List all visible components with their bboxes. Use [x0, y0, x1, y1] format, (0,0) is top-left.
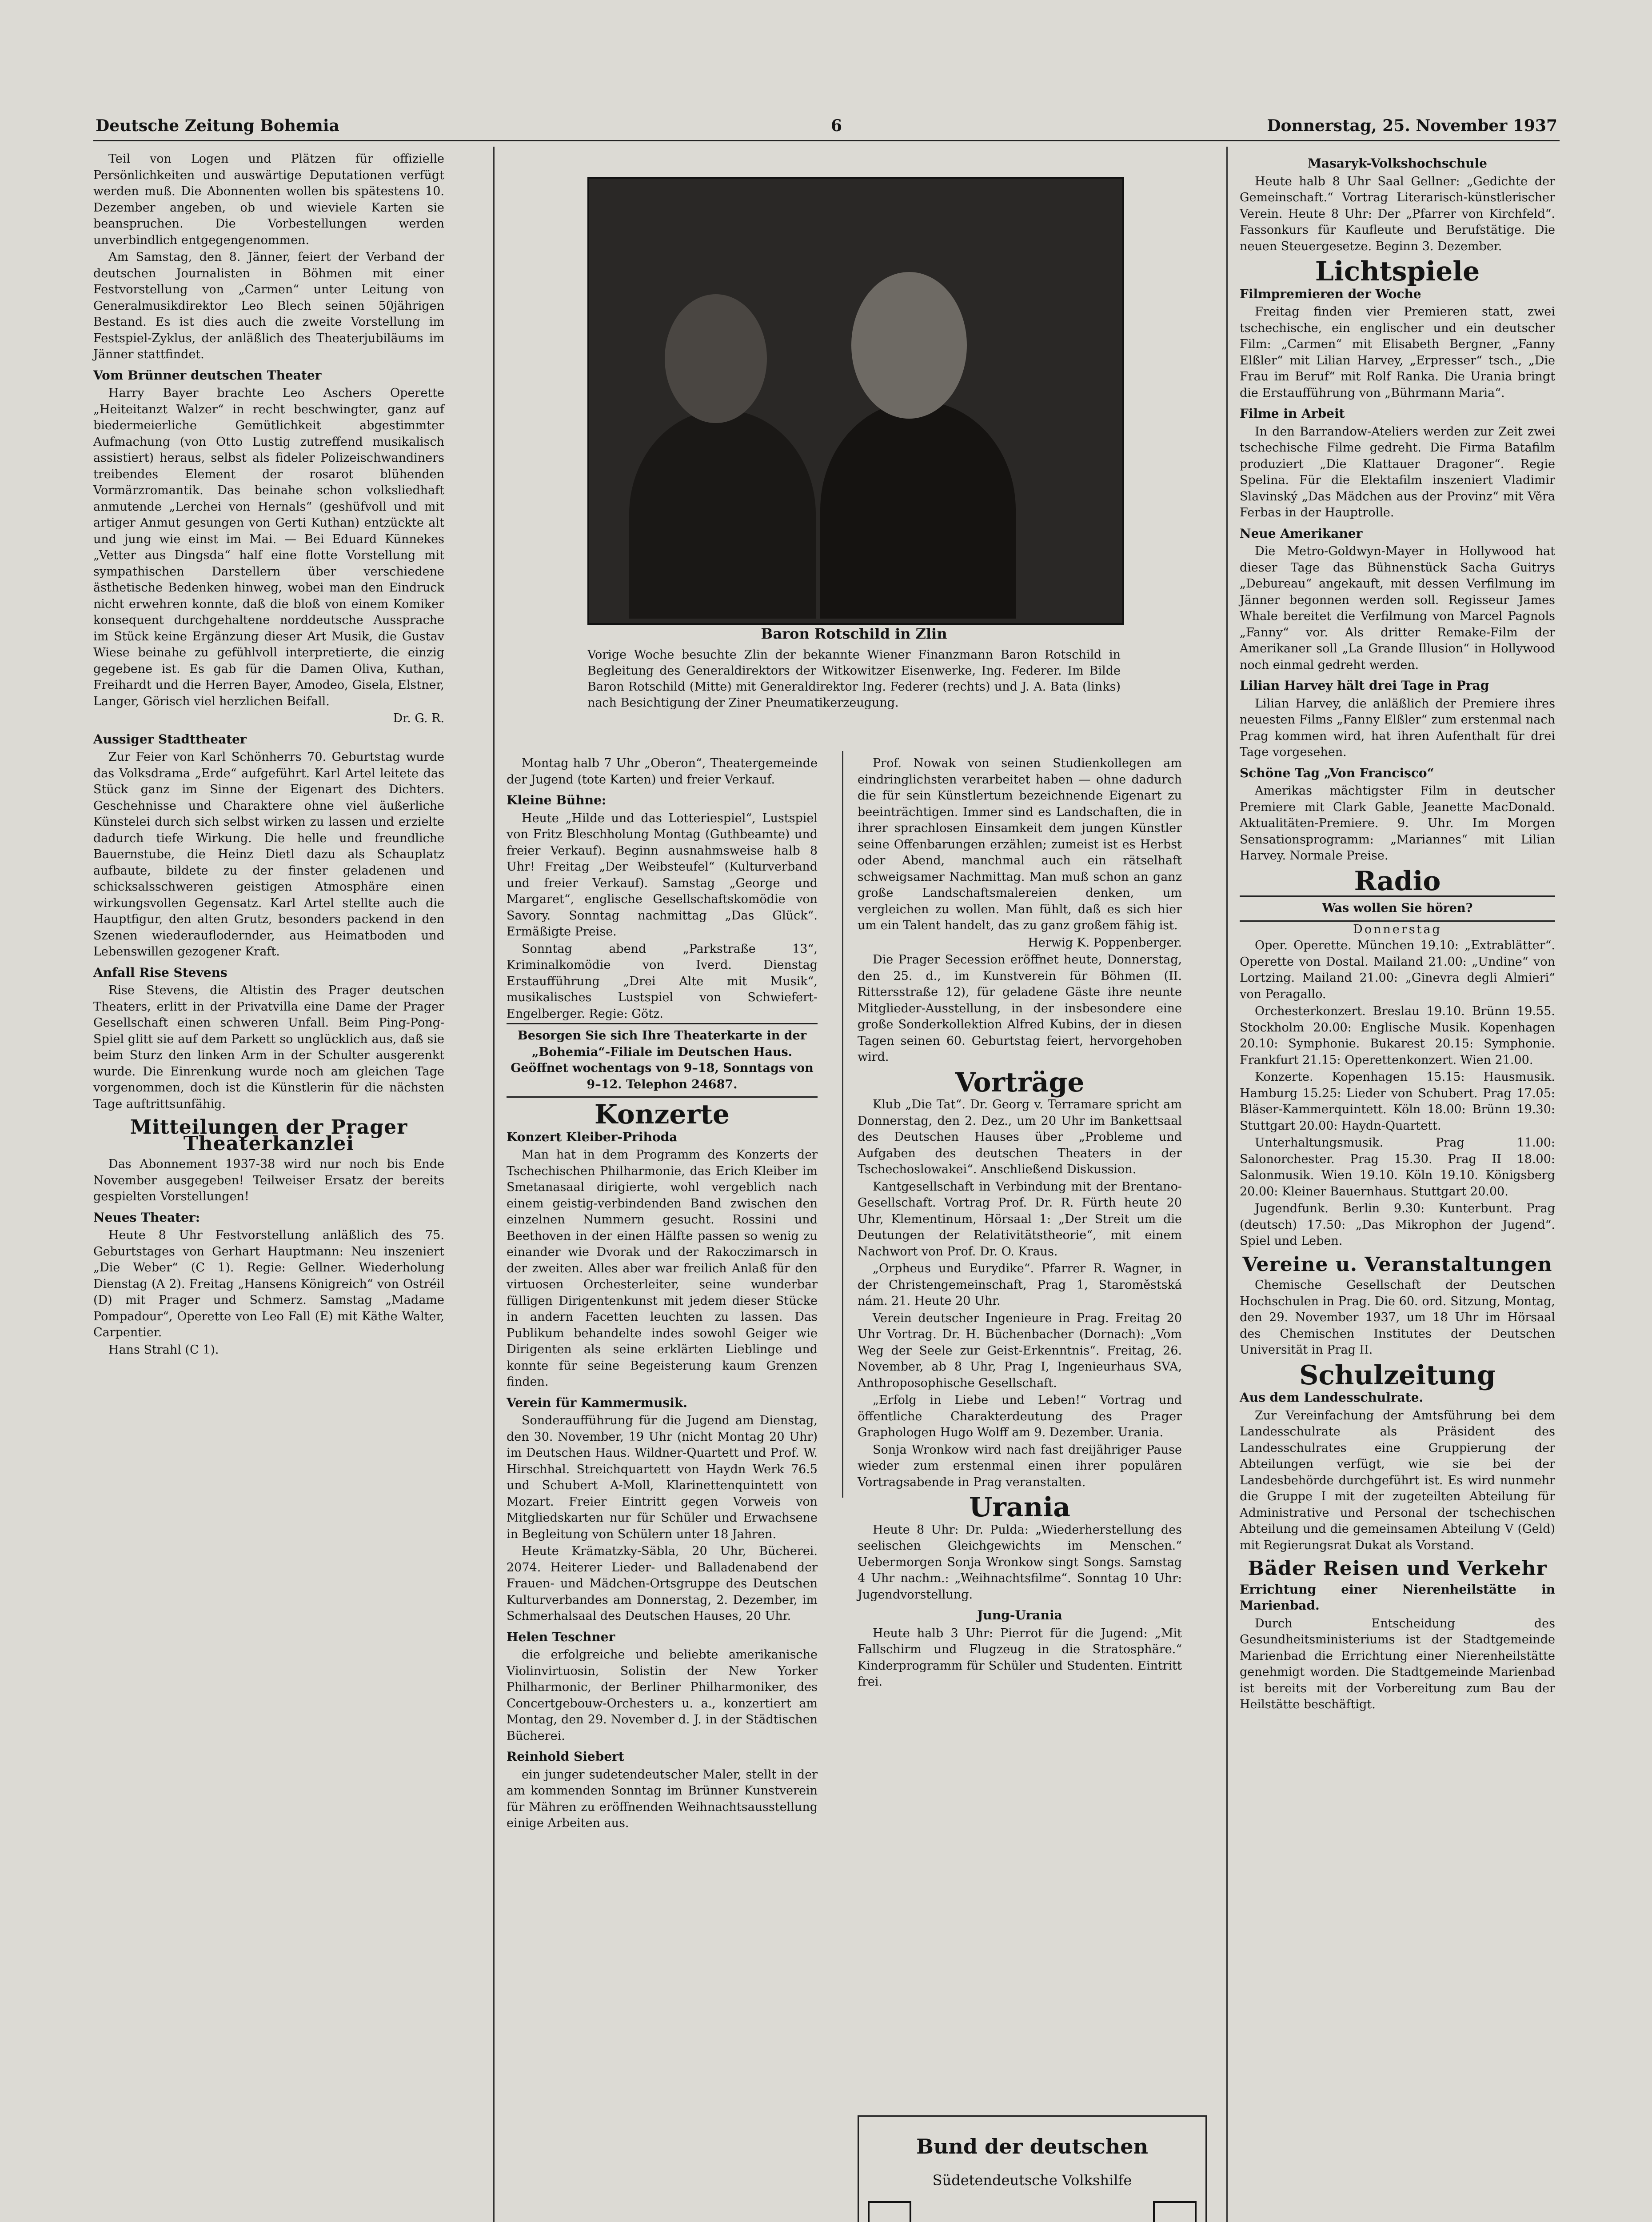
news-photo — [587, 177, 1124, 625]
article-signature: Dr. G. R. — [393, 711, 444, 725]
article-heading: Anfall Rise Stevens — [93, 965, 227, 980]
article-text: Verein deutscher Ingenieure in Prag. Freitag 20 Uhr Vortrag. Dr. H. Büchenbacher (Dornach): „Vom Weg der Seele zur Geist-Erkenntnis“. Freitag, 26. November, ab 8 Uhr, Prag I, Ingenieurhaus SVA, Anthroposophische Gesellschaft. — [858, 1311, 1182, 1390]
article-text: Montag halb 7 Uhr „Oberon“, Theatergemeinde der Jugend (tote Karten) und freier Verkauf. — [507, 756, 818, 787]
article-heading: Konzert Kleiber-Prihoda — [507, 1129, 678, 1144]
section-heading: Vorträge — [955, 1067, 1085, 1098]
article-text: Die Prager Secession eröffnet heute, Donnerstag, den 25. d., im Kunstverein für Böhmen (II. Rittersstraße 12), für geladene Gäste ihre neunte Mitglieder-Ausstellung, in der insbesondere eine große Sonderkollektion Alfred Kubins, der in diesen Tagen seinen 60. Geburtstag feiert, hervorgehoben wird. — [858, 953, 1182, 1064]
article-heading: Aus dem Landesschulrate. — [1240, 1390, 1424, 1405]
page-header — [96, 116, 1557, 138]
article-text: Amerikas mächtigster Film in deutscher Premiere mit Clark Gable, Jeanette MacDonald. Aktualitäten-Premiere. 9. Uhr. Im Morgen Sensationsprogramm: „Mariannes“ mit Lilian Harvey. Normale Preise. — [1240, 784, 1555, 863]
issue-date: Donnerstag, 25. November 1937 — [1267, 116, 1557, 135]
article-text: ein junger sudetendeutscher Maler, stellt in der am kommenden Sonntag im Brünner Kunstverein für Mähren zu eröffnenden Weihnachtsausstellung einige Arbeiten aus. — [507, 1767, 818, 1830]
banner-subtitle: Südetendeutsche Volkshilfe — [932, 2172, 1132, 2189]
radio-box-title: Was wollen Sie hören? — [1240, 895, 1555, 922]
article-heading: Reinhold Siebert — [507, 1749, 624, 1764]
section-heading: Mitteilungen der Prager Theaterkanzlei — [130, 1116, 408, 1155]
article-heading: Aussiger Stadttheater — [93, 731, 247, 747]
article-text: Jugendfunk. Berlin 9.30: Kunterbunt. Prag (deutsch) 17.50: „Das Mikrophon der Jugend“. Spiel und Leben. — [1240, 1202, 1555, 1248]
article-text: Sonja Wronkow wird nach fast dreijähriger Pause wieder zum erstenmal einen ihrer populären Vortragsabende in Prag veranstalten. — [858, 1443, 1182, 1489]
article-heading: Kleine Bühne: — [507, 793, 607, 807]
article-heading: Helen Teschner — [507, 1629, 615, 1644]
masthead: Deutsche Zeitung Bohemia — [96, 116, 339, 135]
article-heading: Filmpremieren der Woche — [1240, 286, 1421, 301]
article-text: Kantgesellschaft in Verbindung mit der Brentano-Gesellschaft. Vortrag Prof. Dr. R. Fürth heute 20 Uhr, Klementinum, Hörsaal 1: „Der Streit um die Deutungen der Relativitätstheorie“, mit einem Nachwort von Prof. Dr. O. Kraus. — [858, 1179, 1182, 1259]
article-text: „Orpheus und Eurydike“. Pfarrer R. Wagner, in der Christengemeinschaft, Prag 1, Staroměstská nám. 21. Heute 20 Uhr. — [858, 1262, 1182, 1308]
article-text: Heute 8 Uhr: Dr. Pulda: „Wiederherstellung des seelischen Gleichgewichts im Menschen.“ Uebermorgen Sonja Wronkow singt Songs. Samstag 4 Uhr nachm.: „Weihnachtsfilme“. Sonntag 10 Uhr: Jugendvorstellung. — [858, 1523, 1182, 1602]
column-divider — [842, 751, 843, 1498]
section-heading: Lichtspiele — [1315, 256, 1480, 287]
article-text: Hans Strahl (C 1). — [108, 1343, 219, 1357]
article-signature: Herwig K. Poppenberger. — [1028, 935, 1182, 950]
article-heading: Schöne Tag „Von Francisco“ — [1240, 765, 1434, 780]
article-text: Orchesterkonzert. Breslau 19.10. Brünn 19.55. Stockholm 20.00: Englische Musik. Kopenhagen 20.10: Symphonie. Bukarest 20.15: Symphonie. Frankfurt 21.15: Operettenkonzert. Wien 21.00. — [1240, 1004, 1555, 1067]
photo-face — [665, 294, 767, 423]
article-text: Freitag finden vier Premieren statt, zwei tschechische, ein englischer und ein deutscher Film: „Carmen“ mit Elisabeth Bergner, „Fanny Elßler“ mit Lilian Harvey, „Erpresser“ tsch., „Die Frau im Beruf“ mit Rolf Ranka. Die Urania bringt die Erstaufführung von „Bührmann Maria“. — [1240, 305, 1555, 400]
article-text: Durch Entscheidung des Gesundheitsministeriums ist der Stadtgemeinde Marienbad die Errichtung einer Nierenheilstätte genehmigt worden. Die Stadtgemeinde Marienbad ist bereits mit der Vorbereitung zum Bau der Heilstätte beschäftigt. — [1240, 1616, 1555, 1711]
article-text: Klub „Die Tat“. Dr. Georg v. Terramare spricht am Donnerstag, den 2. Dez., um 20 Uhr im Bankettsaal des Deutschen Hauses über „Probleme und Aufgaben des deutschen Theaters in der Tschechoslowakei“. Anschließend Diskussion. — [858, 1098, 1182, 1176]
article-heading: Lilian Harvey hält drei Tage in Prag — [1240, 678, 1489, 693]
photo-title: Baron Rotschild in Zlin — [761, 625, 947, 642]
article-text: Unterhaltungsmusik. Prag 11.00: Salonorchester. Prag 15.30. Prag II 18.00: Salonmusik. Wien 19.10. Köln 19.10. Königsberg 20.00: Kleiner Bauernhaus. Stuttgart 20.00. — [1240, 1136, 1555, 1199]
article-text: Das Abonnement 1937-38 wird nur noch bis Ende November ausgegeben! Teilweiser Ersatz der bereits gespielten Vorstellungen! — [93, 1157, 444, 1203]
article-text: Prof. Nowak von seinen Studienkollegen am eindringlichsten verarbeitet haben — ohne dadurch die für sein Künstlertum bezeichnende Eigenart zu beeinträchtigen. Immer sind es Landschaften, die in ihrer sprachlosen Einsamkeit dem jungen Künstler seine Offenbarungen erzählen; zumeist ist es Herbst oder Abend, manchmal auch ein rätselhaft schweigsamer Nachmittag. Man muß schon an ganz große Landschaftsmalereien denken, um vergleichen zu wollen. Man fühlt, daß es sich hier um ein Talent handelt, das zu ganz großem fähig ist. — [858, 756, 1182, 932]
ticket-notice: Besorgen Sie sich Ihre Theaterkarte in der „Bohemia“-Filiale im Deutschen Haus. Geöffnet wochentags von 9–18, Sonntags von 9–12. Telephon 24687. — [507, 1023, 818, 1098]
article-text: die erfolgreiche und beliebte amerikanische Violinvirtuosin, Solistin der New Yorker Philharmonic, der Berliner Philharmoniker, des Concertgebouw-Orchesters u. a., konzertiert am Montag, den 29. November d. J. in der Städtischen Bücherei. — [507, 1648, 818, 1743]
column-3 — [858, 755, 1182, 1689]
article-text: Zur Feier von Karl Schönherrs 70. Geburtstag wurde das Volksdrama „Erde“ aufgeführt. Karl Artel leitete das Stück ganz im Sinne der Eigenart des Dichters. Geschehnisse und Charaktere ohne viel äußerliche Künstelei durch sich selbst wirken zu lassen und erzielte dadurch tiefe Wirkung. Die helle und freundliche Bauernstube, die Heinz Dietl dazu als Schauplatz aufbaute, bildete zu der finster geladenen und schicksalsschweren geistigen Atmosphäre einen wirkungsvollen Gegensatz. Karl Artel stellte auch die Hauptfigur, den alten Grutz, besonders packend in den Szenen wiederauflodernder, aus Heimatboden und Lebenswillen gezogener Kraft. — [93, 750, 444, 959]
photo-caption — [587, 626, 1121, 711]
emblem-icon — [1153, 2201, 1197, 2222]
section-heading: Vereine u. Veranstaltungen — [1242, 1253, 1552, 1276]
article-heading: Neue Amerikaner — [1240, 526, 1363, 541]
article-heading: Errichtung einer Nierenheilstätte in Marienbad. — [1240, 1582, 1555, 1613]
article-heading: Masaryk-Volkshochschule — [1308, 156, 1487, 171]
article-text: Heute halb 8 Uhr Saal Gellner: „Gedichte der Gemeinschaft.“ Vortrag Literarisch-künstlerischer Verein. Heute 8 Uhr: Der „Pfarrer von Kirchfeld“. Fassonkurs für Kaufleute und Berufstätige. Die neuen Steuergesetze. Beginn 3. Dezember. — [1240, 174, 1555, 253]
column-1 — [93, 151, 444, 2222]
article-text: Man hat in dem Programm des Konzerts der Tschechischen Philharmonie, das Erich Kleiber im Smetanasaal dirigierte, wohl vergeblich nach einem geistig-verbindenden Band zwischen den einzelnen Nummern gesucht. Rossini und Beethoven in der einen Hälfte passen so wenig zu einander wie Dvorak und der Rakoczimarsch in der zweiten. Alles aber war freilich Anlaß für den virtuosen Orchesterleiter, seine wunderbar fülligen Dirigentenkunst mit jedem dieser Stücke in andern Facetten leuchten zu lassen. Das Publikum behandelte indes sowohl Geiger wie Dirigenten als seine erklärten Lieblinge und konnte für seine Begeisterung kaum Grenzen finden. — [507, 1148, 818, 1389]
article-heading: Jung-Urania — [977, 1608, 1062, 1623]
page-number: 6 — [831, 116, 842, 135]
article-text: Heute „Hilde und das Lotteriespiel“, Lustspiel von Fritz Bleschholung Montag (Guthbeamte) und freier Verkauf). Beginn ausnahmsweise halb 8 Uhr! Freitag „Der Weibsteufel“ (Kulturverband und freier Verkauf). Samstag „George und Margaret“, englische Gesellschaftskomödie von Savory. Sonntag nachmittag „Das Glück“. Ermäßigte Preise. — [507, 811, 818, 939]
column-divider — [493, 147, 495, 2222]
article-text: Harry Bayer brachte Leo Aschers Operette „Heiteitanzt Walzer“ in recht beschwingter, ganz auf biedermeierliche Gemütlichkeit abgestimmter Aufmachung (von Otto Lustig zutreffend musikalisch assistiert) heraus, selbst als fideler Polizeischwandiners treibendes Element der rosarot blühenden Vormärzromantik. Das beinahe schon volksliedhaft anmutende „Lerchei von Hernals“ (geshüfvoll und mit artiger Anmut gesungen von Gerti Kuthan) entzückte alt und jung wie einst im Mai. — Bei Eduard Künnekes „Vetter aus Dingsda“ half eine flotte Vorstellung mit sympathischen Darstellern über verschiedene ästhetische Bedenken hinweg, wobei man den Eindruck nicht erwehren konnte, daß die bloß von einem Komiker konsequent durchgehaltene norddeutsche Aussprache im Stück keine Ergänzung dieser Art Musik, die Gustav Wiese beinahe zu gefühlvoll interpretierte, die einzig gegebene ist. Es gab für die Damen Oliva, Kuthan, Freihardt und die Herren Bayer, Amodeo, Gisela, Elstner, Langer, Görisch viel herzlichen Beifall. — [93, 386, 444, 708]
article-heading: Neues Theater: — [93, 1210, 200, 1225]
article-text: Chemische Gesellschaft der Deutschen Hochschulen in Prag. Die 60. ord. Sitzung, Montag, den 29. November 1937, um 18 Uhr im Hörsaal des Chemischen Institutes der Deutschen Universität in Prag II. — [1240, 1278, 1555, 1357]
photo-figure — [820, 401, 1016, 619]
article-text: „Erfolg in Liebe und Leben!“ Vortrag und öffentliche Charakterdeutung des Prager Graphologen Hugo Wolff am 9. Dezember. Urania. — [858, 1393, 1182, 1439]
article-text: Sonderaufführung für die Jugend am Dienstag, den 30. November, 19 Uhr (nicht Montag 20 Uhr) im Deutschen Haus. Wildner-Quartett und Prof. W. Hirschhal. Streichquartett von Haydn Werk 76.5 und Schubert A-Moll, Klarinettenquintett von Mozart. Freier Eintritt gegen Vorweis von Mitgliedskarten nur für Schüler und Erwachsene in Begleitung von Schülern unter 18 Jahren. — [507, 1414, 818, 1541]
emblem-icon — [868, 2201, 911, 2222]
article-text: Teil von Logen und Plätzen für offizielle Persönlichkeiten und auswärtige Deputationen verfügt werden muß. Die Abonnenten wollen bis spätestens 10. Dezember angeben, ob und wieviele Karten sie beanspruchen. Die Vorbestellungen werden unverbindlich entgegengenommen. — [93, 152, 444, 247]
section-heading: Urania — [969, 1492, 1071, 1523]
section-heading: Radio — [1354, 865, 1441, 897]
section-heading: Bäder Reisen und Verkehr — [1248, 1557, 1547, 1580]
banner-title: Bund der deutschen — [916, 2134, 1148, 2158]
section-heading: Schulzeitung — [1299, 1359, 1496, 1391]
article-text: Rise Stevens, die Altistin des Prager deutschen Theaters, erlitt in der Privatvilla eine Dame der Prager Gesellschaft einen schweren Unfall. Beim Ping-Pong-Spiel glitt sie auf dem Parkett so unglücklich aus, daß sie beim Sturz den linken Arm in der Schulter ausgerenkt wurde. Die Einrenkung wurde noch am gleichen Tage vorgenommen, doch ist die Künstlerin für die nächsten Tage auftrittsunfähig. — [93, 983, 444, 1111]
article-text: Die Metro-Goldwyn-Mayer in Hollywood hat dieser Tage das Bühnenstück Sacha Guitrys „Debureau“ angekauft, mit dessen Verfilmung im Jänner begonnen werden soll. Regisseur James Whale bereitet die Verfilmung von Marcel Pagnols „Fanny“ vor. Als dritter Remake-Film der Amerikaner soll „La Grande Illusion“ in Hollywood noch einmal gedreht werden. — [1240, 544, 1555, 672]
article-text: Heute halb 3 Uhr: Pierrot für die Jugend: „Mit Fallschirm und Flugzeug in die Stratosphäre.“ Kinderprogramm für Schüler und Studenten. Eintritt frei. — [858, 1626, 1182, 1689]
radio-day: Donnerstag — [1353, 922, 1442, 936]
article-text: Zur Vereinfachung der Amtsführung bei dem Landesschulrate als Präsident des Landesschulrates eine Gruppierung der Abteilungen verfügt, wie sie bei der Landesbehörde durchgeführt ist. Es wird nunmehr die Gruppe I mit der zugeteilten Abteilung für Administrative und Personal der tschechischen Abteilung und die gemeinsamen Abteilung V (Geld) mit Regierungsrat Dukat als Vorstand. — [1240, 1408, 1555, 1552]
article-text: Lilian Harvey, die anläßlich der Premiere ihres neuesten Films „Fanny Elßler“ zum erstenmal nach Prag kommen wird, hat ihren Aufenthalt für drei Tage vorgesehen. — [1240, 696, 1555, 759]
article-text: In den Barrandow-Ateliers werden zur Zeit zwei tschechische Filme gedreht. Die Firma Batafilm produziert „Die Klattauer Dragoner“. Regie Spelina. Für die Elektafilm inszeniert Vladimir Slavinský „Das Mädchen aus der Provinz“ mit Věra Ferbas in der Hauptrolle. — [1240, 424, 1555, 520]
article-text: Heute Krämatzky-Säbla, 20 Uhr, Bücherei. 2074. Heiterer Lieder- und Balladenabend der Frauen- und Mädchen-Ortsgruppe des Deutschen Kulturverbandes am Donnerstag, 2. Dezember, im Schmerhalsaal des Deutschen Hauses, 20 Uhr. — [507, 1544, 818, 1623]
article-text: Heute 8 Uhr Festvorstellung anläßlich des 75. Geburtstages von Gerhart Hauptmann: Neu inszeniert „Die Weber“ (C 1). Regie: Gellner. Wiederholung Dienstag (A 2). Freitag „Hansens Königreich“ von Ostréil (D) mit Prager und Schmerz. Samstag „Madame Pompadour“, Operette von Leo Fall (E) mit Käthe Walter, Carpentier. — [93, 1228, 444, 1339]
column-2 — [507, 755, 818, 1830]
column-divider — [1226, 147, 1228, 2222]
photo-figure — [629, 410, 816, 619]
article-heading: Filme in Arbeit — [1240, 406, 1345, 421]
article-heading: Verein für Kammermusik. — [507, 1395, 688, 1410]
article-text: Konzerte. Kopenhagen 15.15: Hausmusik. Hamburg 15.25: Lieder von Schubert. Prag 17.05: Bläser-Kammerquintett. Köln 18.00: Brünn 19.30: Stuttgart 20.00: Haydn-Quartett. — [1240, 1070, 1555, 1133]
advertisement-banner — [858, 2115, 1207, 2222]
article-heading: Vom Brünner deutschen Theater — [93, 368, 322, 383]
photo-caption-text: Vorige Woche besuchte Zlin der bekannte Wiener Finanzmann Baron Rotschild in Begleitung des Generaldirektors der Witkowitzer Eisenwerke, Ing. Federer. Im Bilde Baron Rotschild (Mitte) mit Generaldirektor Ing. Federer (rechts) und J. A. Bata (links) nach Besichtigung der Ziner Pneumatikerzeugung. — [587, 648, 1121, 710]
header-rule — [93, 140, 1560, 141]
article-text: Sonntag abend „Parkstraße 13“, Kriminalkomödie von Iverd. Dienstag Erstaufführung „Drei Alte mit Musik“, musikalisches Lustspiel von Schwiefert-Engelberger. Regie: Götz. — [507, 942, 818, 1021]
section-heading: Konzerte — [594, 1099, 730, 1130]
article-text: Oper. Operette. München 19.10: „Extrablätter“. Operette von Dostal. Mailand 21.00: „Undine“ von Lortzing. Mailand 21.00: „Ginevra degli Almieri“ von Peragallo. — [1240, 939, 1555, 1001]
photo-face — [851, 272, 967, 419]
column-4 — [1240, 151, 1555, 2222]
article-text: Am Samstag, den 8. Jänner, feiert der Verband der deutschen Journalisten in Böhmen mit einer Festvorstellung von „Carmen“ unter Leitung von Generalmusikdirektor Leo Blech seinen 50jährigen Bestand. Es ist dies auch die zweite Vorstellung im Festspiel-Zyklus, der anläßlich des Theaterjubiläums im Jänner stattfindet. — [93, 250, 444, 361]
